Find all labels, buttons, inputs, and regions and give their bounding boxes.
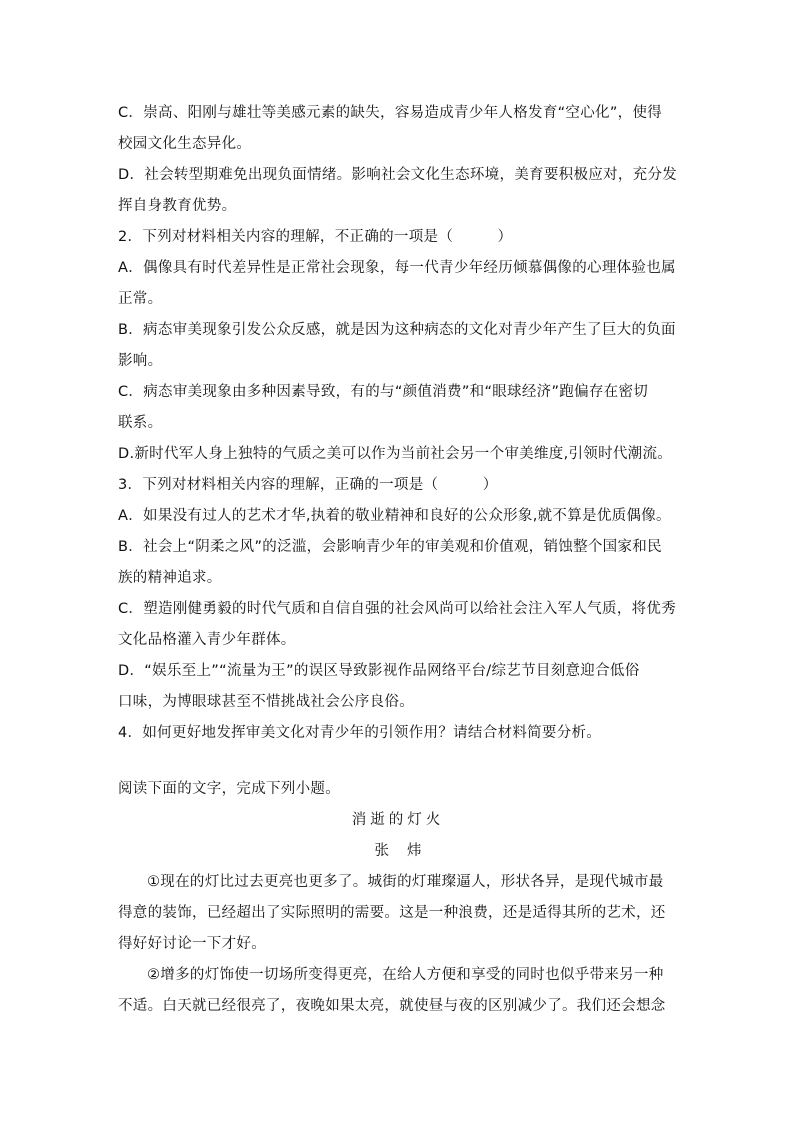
article-title: 消逝的灯火 [351, 812, 445, 828]
paragraph-1-line-3: 得好好讨论一下才好。 [118, 936, 266, 952]
option-d-line-2: 挥自身教育优势。 [118, 198, 237, 214]
paragraph-2-line-1: ②增多的灯饰使一切场所变得更亮，在给人方便和享受的同时也似乎带来另一种 [147, 967, 664, 983]
q2-option-a-line-1: A．偶像具有时代差异性是正常社会现象，每一代青少年经历倾慕偶像的心理体验也属 [118, 260, 676, 276]
q2-option-c-line-2: 联系。 [118, 415, 163, 431]
paragraph-1-line-1: ①现在的灯比过去更亮也更多了。城街的灯璀璨逼人，形状各异，是现代城市最 [147, 874, 664, 890]
option-d-line-1: D．社会转型期难免出现负面情绪。影响社会文化生态环境，美育要积极应对，充分发 [118, 167, 678, 183]
paragraph-1-line-2: 得意的装饰，已经超出了实际照明的需要。这是一种浪费，还是适得其所的艺术，还 [118, 905, 666, 921]
q3-option-c-line-1: C．塑造刚健勇毅的时代气质和自信自强的社会风尚可以给社会注入军人气质，将优秀 [118, 601, 677, 617]
question-4: 4．如何更好地发挥审美文化对青少年的引领作用？请结合材料简要分析。 [118, 725, 602, 741]
q2-option-a-line-2: 正常。 [118, 291, 163, 307]
option-c-line-1: C．崇高、阳刚与雄壮等美感元素的缺失，容易造成青少年人格发育“空心化”，使得 [118, 105, 663, 121]
reading-instruction: 阅读下面的文字，完成下列小题。 [118, 781, 340, 797]
q2-option-c-line-1: C．病态审美现象由多种因素导致，有的与“颜值消费”和“眼球经济”跑偏存在密切 [118, 384, 649, 400]
question-3: 3．下列对材料相关内容的理解，正确的一项是（ ） [118, 477, 498, 493]
section-gap [118, 749, 678, 774]
question-2: 2．下列对材料相关内容的理解，不正确的一项是（ ） [118, 229, 513, 245]
q3-option-c-line-2: 文化品格灌入青少年群体。 [118, 632, 296, 648]
q2-option-d: D.新时代军人身上独特的气质之美可以作为当前社会另一个审美维度,引领时代潮流。 [118, 446, 673, 462]
q3-option-a: A．如果没有过人的艺术才华,执着的敬业精神和良好的公众形象,就不算是优质偶像。 [118, 508, 671, 524]
paragraph-2-line-2: 不适。白天就已经很亮了，夜晚如果太亮，就使昼与夜的区别减少了。我们还会想念 [118, 998, 666, 1014]
document-page [118, 98, 678, 1022]
option-c-line-2: 校园文化生态异化。 [118, 136, 252, 152]
article-author: 张炜 [374, 843, 440, 859]
q3-option-d-line-2: 口味，为博眼球甚至不惜挑战社会公序良俗。 [118, 694, 414, 710]
q3-option-b-line-2: 族的精神追求。 [118, 570, 222, 586]
q3-option-d-line-1: D．“娱乐至上”“流量为王”的误区导致影视作品网络平台/综艺节目刻意迎合低俗 [118, 663, 640, 679]
q3-option-b-line-1: B．社会上“阴柔之风”的泛滥，会影响青少年的审美观和价值观，销蚀整个国家和民 [118, 539, 662, 555]
q2-option-b-line-1: B．病态审美现象引发公众反感，就是因为这种病态的文化对青少年产生了巨大的负面 [118, 322, 676, 338]
q2-option-b-line-2: 影响。 [118, 353, 163, 369]
